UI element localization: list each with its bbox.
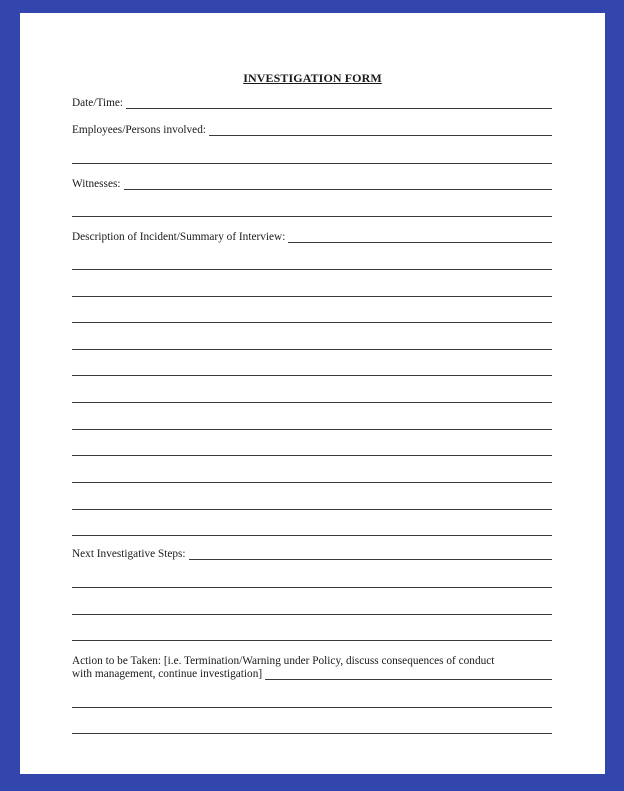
action-label-line-1: Action to be Taken: [i.e. Termination/Warning under Policy, discuss consequences of conduct (72, 655, 495, 667)
description-line[interactable] (72, 402, 552, 403)
employees-label: Employees/Persons involved: (72, 124, 206, 136)
witnesses-line-2[interactable] (72, 216, 552, 217)
description-line[interactable] (72, 482, 552, 483)
description-row (72, 231, 552, 243)
action-line[interactable] (72, 733, 552, 734)
date-time-field[interactable] (126, 98, 552, 109)
action-row (72, 668, 552, 680)
witnesses-row (72, 178, 552, 190)
action-line[interactable] (72, 707, 552, 708)
employees-row (72, 124, 552, 136)
description-line[interactable] (72, 429, 552, 430)
next-steps-row (72, 548, 552, 560)
next-steps-line[interactable] (72, 587, 552, 588)
description-line[interactable] (72, 296, 552, 297)
witnesses-label: Witnesses: (72, 178, 121, 190)
description-field[interactable] (288, 232, 552, 243)
date-time-row (72, 97, 552, 109)
description-line[interactable] (72, 375, 552, 376)
next-steps-field[interactable] (189, 549, 552, 560)
witnesses-field[interactable] (124, 179, 553, 190)
next-steps-line[interactable] (72, 640, 552, 641)
next-steps-line[interactable] (72, 614, 552, 615)
description-line[interactable] (72, 455, 552, 456)
description-line[interactable] (72, 535, 552, 536)
description-line[interactable] (72, 509, 552, 510)
action-field[interactable] (265, 669, 552, 680)
description-line[interactable] (72, 269, 552, 270)
next-steps-label: Next Investigative Steps: (72, 548, 186, 560)
description-line[interactable] (72, 322, 552, 323)
action-label-line-2: with management, continue investigation] (72, 668, 263, 680)
employees-line-2[interactable] (72, 163, 552, 164)
description-line[interactable] (72, 349, 552, 350)
date-time-label: Date/Time: (72, 97, 124, 109)
employees-field[interactable] (209, 125, 552, 136)
form-title: INVESTIGATION FORM (243, 71, 382, 85)
description-label: Description of Incident/Summary of Interview: (72, 231, 286, 243)
form-page (20, 13, 605, 774)
